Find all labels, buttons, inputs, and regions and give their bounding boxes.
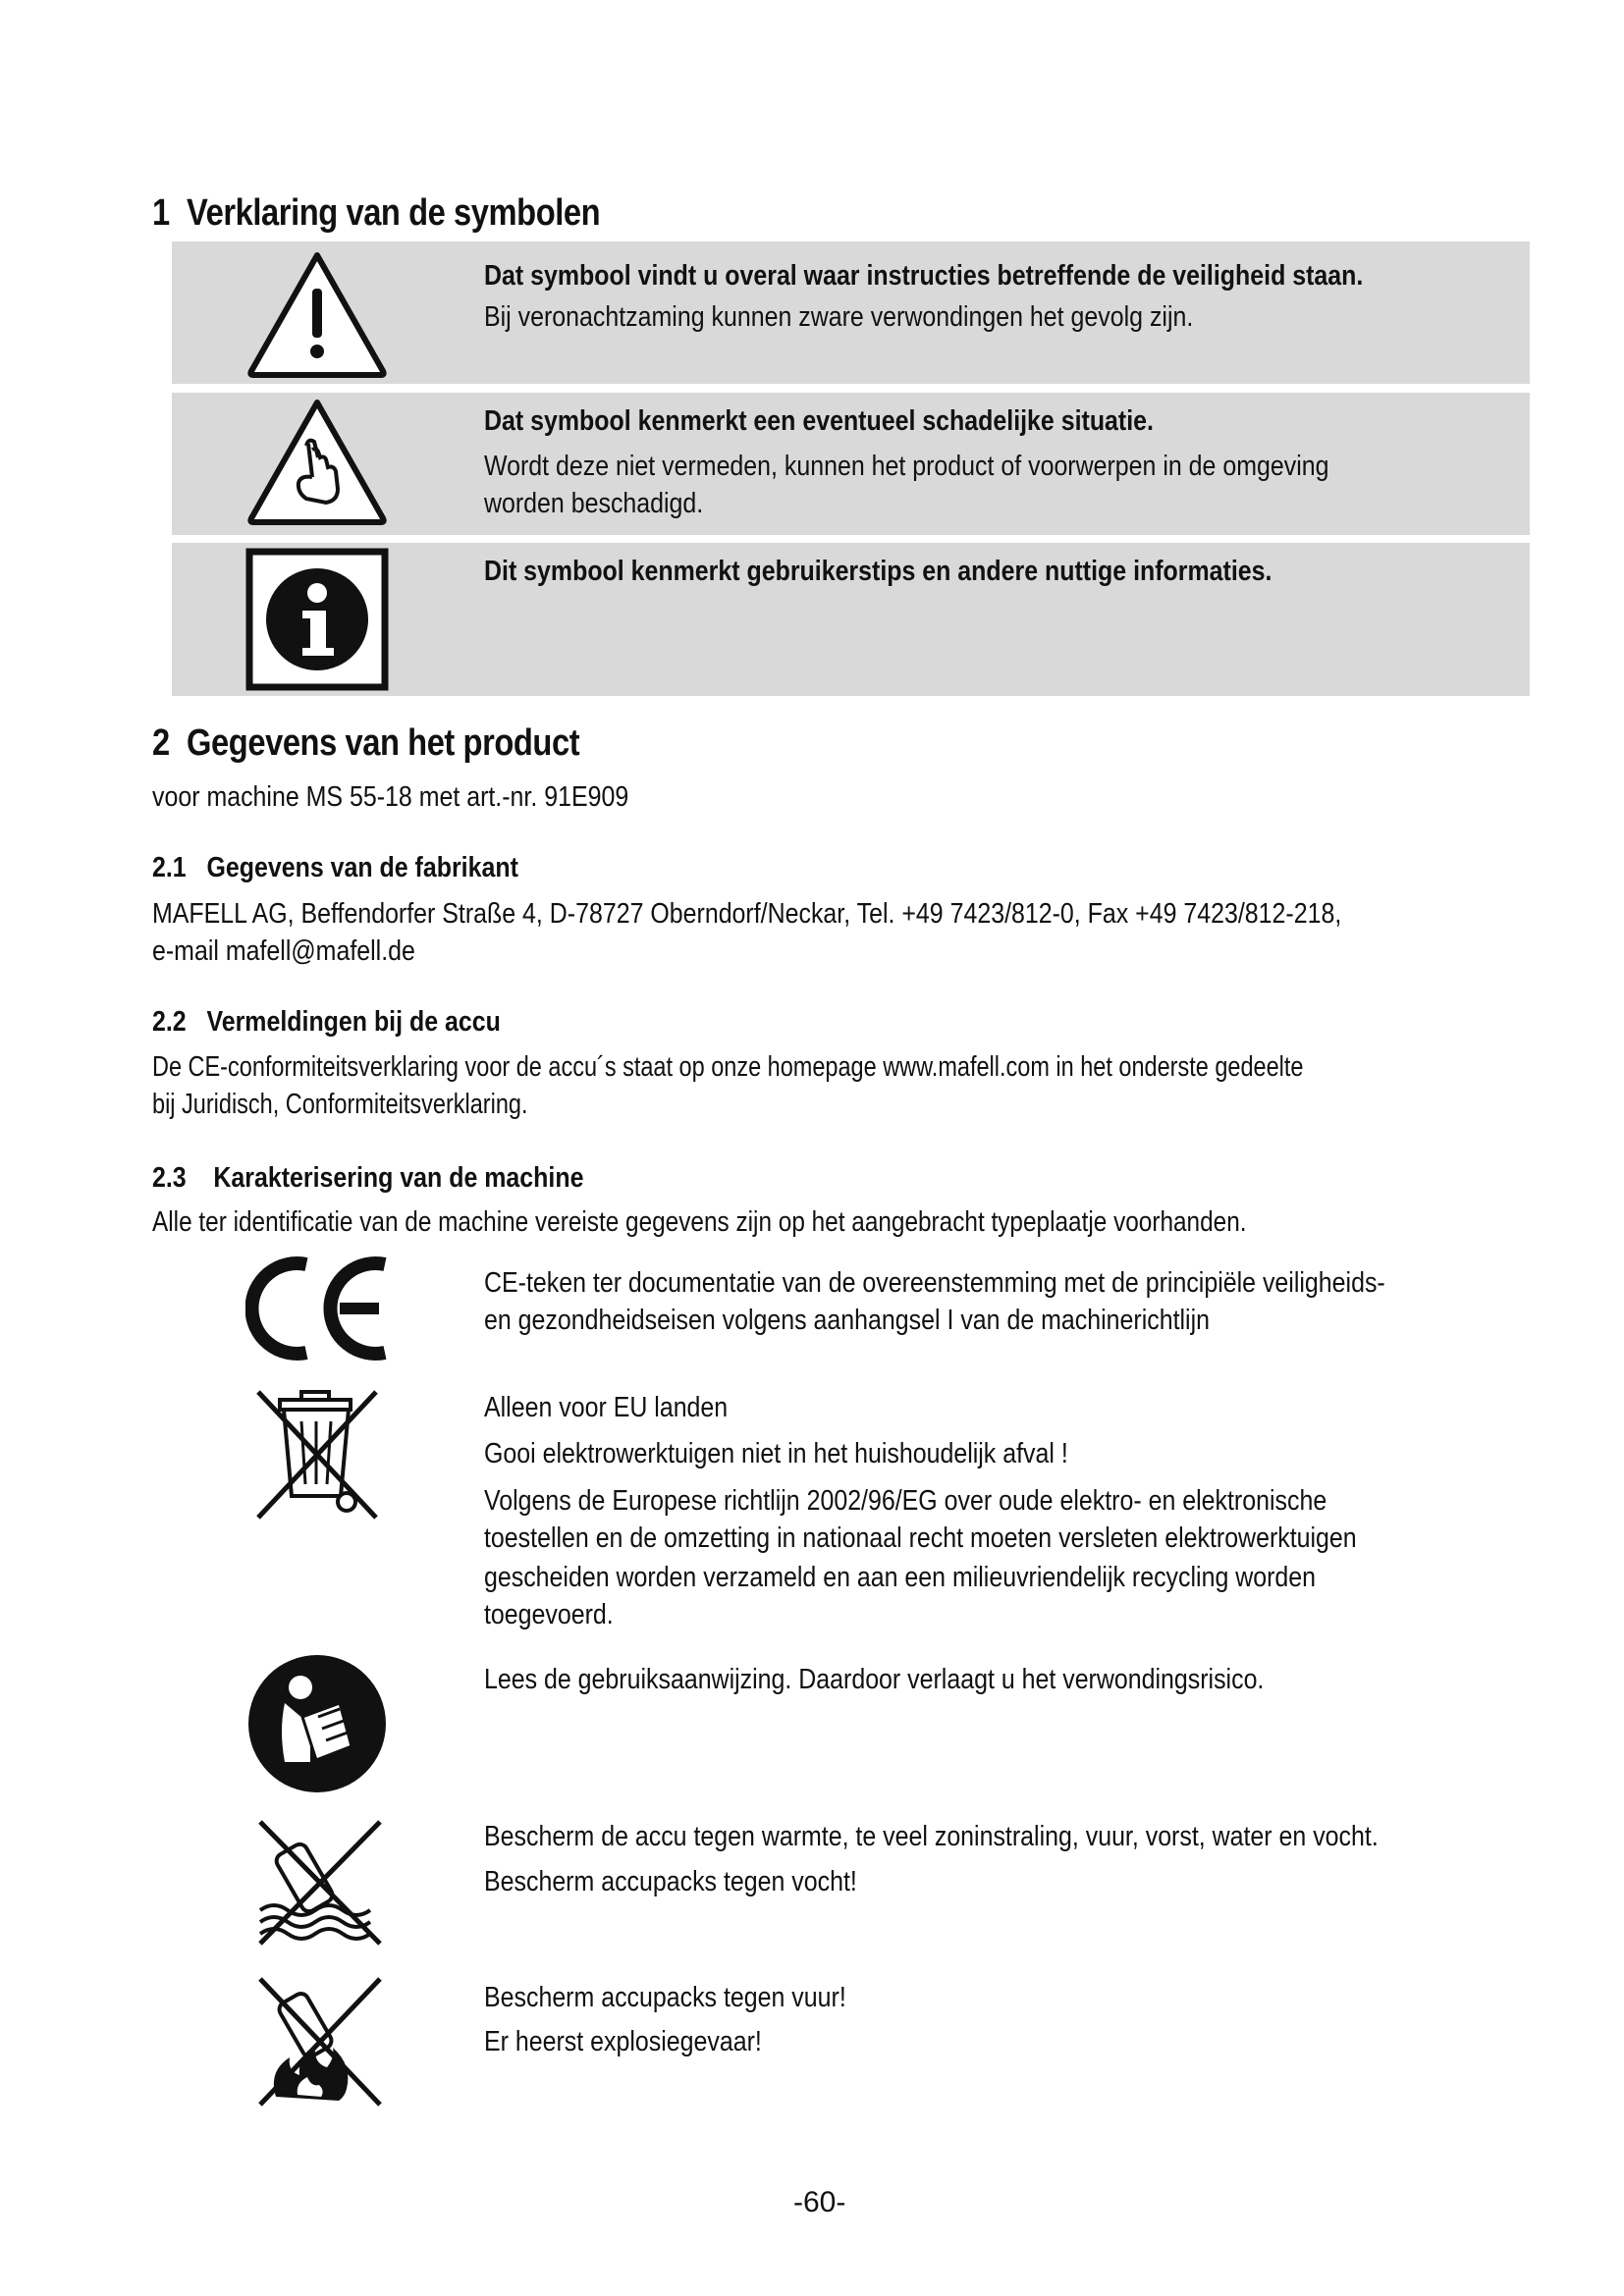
row-2-text-line-2: worden beschadigd. xyxy=(484,488,704,519)
manufacturer-line-1: MAFELL AG, Beffendorfer Straße 4, D-78727 Oberndorf/Neckar, Tel. +49 7423/812-0, Fax +49 7423/812-218, xyxy=(152,898,1342,930)
water-text-line-2: Bescherm accupacks tegen vocht! xyxy=(484,1866,857,1897)
row-2-text-line-1: Wordt deze niet vermeden, kunnen het product of voorwerpen in de omgeving xyxy=(484,451,1329,482)
section-1-title: Verklaring van de symbolen xyxy=(187,192,601,234)
section-1-number: 1 xyxy=(152,192,170,234)
weee-text-line-5: gescheiden worden verzameld en aan een milieuvriendelijk recycling worden xyxy=(484,1562,1317,1593)
warning-triangle-icon xyxy=(244,247,391,380)
subsection-2-1-title: Gegevens van de fabrikant xyxy=(206,852,518,883)
section-2-heading xyxy=(152,722,579,765)
section-2-number: 2 xyxy=(152,722,170,764)
manufacturer-line-2: e-mail mafell@mafell.de xyxy=(152,935,415,967)
page-number: -60- xyxy=(793,2186,846,2218)
section-2-title: Gegevens van het product xyxy=(187,722,580,764)
subsection-2-1-heading xyxy=(152,852,518,884)
row-1-text: Bij veronachtzaming kunnen zware verwondingen het gevolg zijn. xyxy=(484,301,1194,333)
no-fire-battery-icon xyxy=(250,1973,388,2109)
read-manual-icon xyxy=(245,1652,389,1795)
battery-info-line-1: De CE-conformiteitsverklaring voor de accu´s staat op onze homepage www.mafell.com in het onderste gedeelte xyxy=(152,1051,1304,1083)
water-text-line-1: Bescherm de accu tegen warmte, te veel zoninstraling, vuur, vorst, water en vocht. xyxy=(484,1821,1379,1852)
row-1-heading: Dat symbool vindt u overal waar instructies betreffende de veiligheid staan. xyxy=(484,260,1364,292)
row-2-heading: Dat symbool kenmerkt een eventueel schadelijke situatie. xyxy=(484,405,1154,437)
info-icon xyxy=(245,548,389,691)
fire-text-line-1: Bescherm accupacks tegen vuur! xyxy=(484,1982,846,2013)
subsection-2-2-heading xyxy=(152,1006,501,1039)
row-3-heading: Dit symbool kenmerkt gebruikerstips en andere nuttige informaties. xyxy=(484,556,1272,587)
manual-text-line-1: Lees de gebruiksaanwijzing. Daardoor verlaagt u het verwondingsrisico. xyxy=(484,1664,1265,1695)
section-1-heading xyxy=(152,192,600,235)
weee-text-line-1: Alleen voor EU landen xyxy=(484,1392,729,1423)
subsection-2-3-title: Karakterisering van de machine xyxy=(213,1162,584,1194)
machine-characterization-intro: Alle ter identificatie van de machine vereiste gegevens zijn op het aangebracht typeplaatje voorhanden. xyxy=(152,1206,1247,1238)
weee-text-line-2: Gooi elektrowerktuigen niet in het huishoudelijk afval ! xyxy=(484,1438,1068,1469)
ce-mark-icon xyxy=(245,1255,393,1362)
weee-text-line-3: Volgens de Europese richtlijn 2002/96/EG over oude elektro- en elektronische xyxy=(484,1485,1327,1517)
subsection-2-1-number: 2.1 xyxy=(152,852,187,883)
caution-hand-triangle-icon xyxy=(244,395,391,527)
section-2-intro: voor machine MS 55-18 met art.-nr. 91E909 xyxy=(152,781,629,813)
ce-text-line-1: CE-teken ter documentatie van de overeenstemming met de principiële veiligheids- xyxy=(484,1267,1385,1299)
weee-text-line-4: toestellen en de omzetting in nationaal recht moeten versleten elektrowerktuigen xyxy=(484,1522,1357,1554)
ce-text-line-2: en gezondheidseisen volgens aanhangsel I van de machinerichtlijn xyxy=(484,1305,1211,1336)
weee-text-line-6: toegevoerd. xyxy=(484,1599,614,1630)
fire-text-line-2: Er heerst explosiegevaar! xyxy=(484,2026,762,2057)
subsection-2-2-number: 2.2 xyxy=(152,1006,187,1038)
subsection-2-3-heading xyxy=(152,1162,583,1195)
crossed-bin-icon xyxy=(250,1386,383,1523)
subsection-2-3-number: 2.3 xyxy=(152,1162,187,1194)
no-water-battery-icon xyxy=(250,1816,388,1949)
battery-info-line-2: bij Juridisch, Conformiteitsverklaring. xyxy=(152,1089,528,1120)
subsection-2-2-title: Vermeldingen bij de accu xyxy=(206,1006,501,1038)
